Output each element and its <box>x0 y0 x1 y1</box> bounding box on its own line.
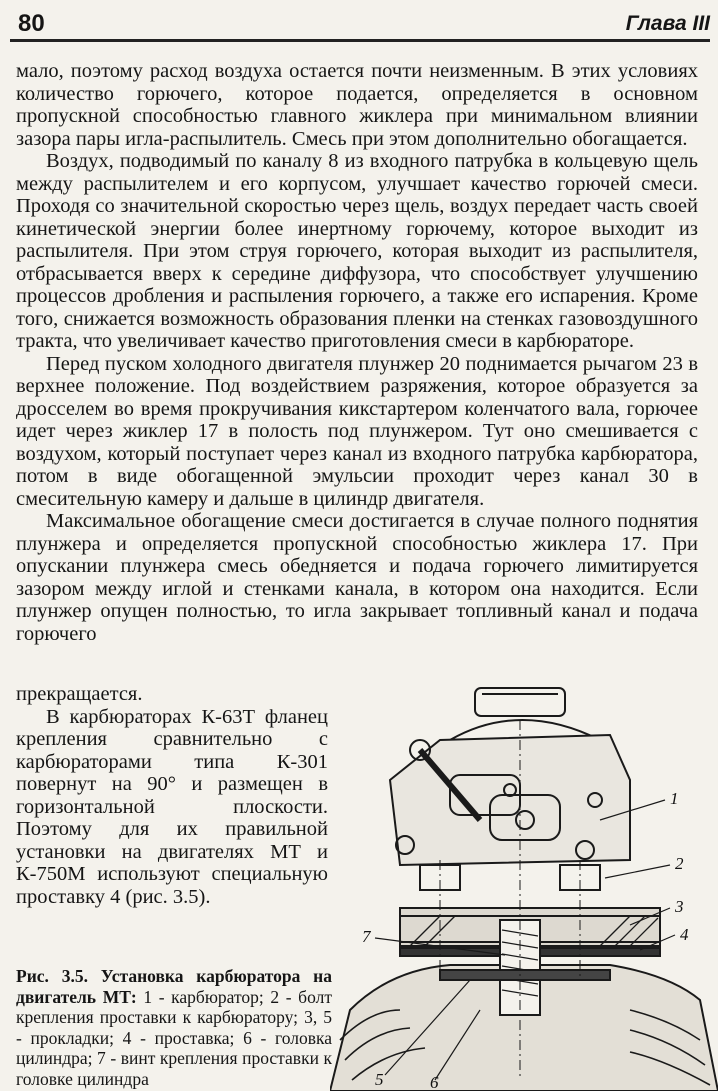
header-rule <box>10 39 710 42</box>
callout-3: 3 <box>675 897 684 916</box>
callout-6: 6 <box>430 1073 439 1091</box>
narrow-text <box>16 683 328 908</box>
paragraph-3: Перед пуском холодного двигателя плунжер 20 поднимается рычагом 23 в верхнее положение. Под воздействием разряжения, которое образуется за дросселем во время прокручивания кикстартером коленчатого вала, горючее идет через жиклер 17 в полость под плунжером. Тут оно смешивается с воздухом, который поступает через канал из входного патрубка карбюратора, потом в виде обогащенной эмульсии проходит через канал 30 в смесительную камеру и дальше в цилиндр двигателя. <box>16 352 698 510</box>
carburetor-drawing <box>330 680 718 1091</box>
body-text <box>16 60 698 645</box>
paragraph-4: Максимальное обогащение смеси достигается в случае полного поднятия плунжера и определяется пропускной способностью жиклера 17. При опускании плунжера смесь обедняется и подача горючего лимитируется зазором между иглой и стенками канала, в котором она находится. Если плунжер опущен полностью, то игла закрывает топливный канал и подача горючего <box>16 510 698 645</box>
callout-2: 2 <box>675 854 684 873</box>
gasket-5 <box>440 970 610 980</box>
paragraph-5: В карбюраторах К-63Т фланец крепления сравнительно с карбюраторами типа К-301 повернут на 90° и размещен в горизонтальной плоскости. Поэтому для их правильной установки на двигателях МТ и К-750М используют специальную проставку 4 (рис. 3.5). <box>16 705 328 908</box>
chapter-title: Глава III <box>625 12 710 35</box>
inlet-pipe <box>475 688 565 716</box>
paragraph-2: Воздух, подводимый по каналу 8 из входного патрубка в кольцевую щель между распылителем и его корпусом, улучшает качество горючей смеси. Проходя со значительной скоростью через щель, воздух передает часть своей кинетической энергии более инертному горючему, которое выходит из распылителя. При этом струя горючего, которая выходит из распылителя, отбрасывается вверх к середине диффузора, что способствует улучшению процессов дробления и распыления горючего, а также его испарения. Кроме того, снижается возможность образования пленки на стенках газовоздушного тракта, что увеличивает качество приготовления смеси в карбюраторе. <box>16 150 698 352</box>
figure-caption <box>16 966 332 1089</box>
paragraph-4-end: прекращается. <box>16 683 143 705</box>
caption-text: 1 - карбюратор; 2 - болт крепления проставки к карбюратору; 3, 5 - прокладки; 4 - проставка; 6 - головка цилиндра; 7 - винт крепления проставки к головке цилиндра <box>16 986 332 1089</box>
caption-label: Рис. 3.5. Установка карбюратора на двигатель МТ: <box>16 966 332 1007</box>
page-number: 80 <box>18 10 45 37</box>
carburetor-installation-figure <box>330 680 718 1091</box>
callout-4: 4 <box>680 925 689 944</box>
page-header <box>10 8 710 38</box>
callout-5: 5 <box>375 1070 384 1089</box>
callout-7: 7 <box>362 927 371 946</box>
paragraph-1: мало, поэтому расход воздуха остается почти неизменным. В этих условиях количество горючего, которое подается, определяется в основном пропускной способностью главного жиклера при минимальном влиянии зазора пары игла-распылитель. Смесь при этом дополнительно обогащается. <box>16 60 698 150</box>
callout-1: 1 <box>670 789 679 808</box>
